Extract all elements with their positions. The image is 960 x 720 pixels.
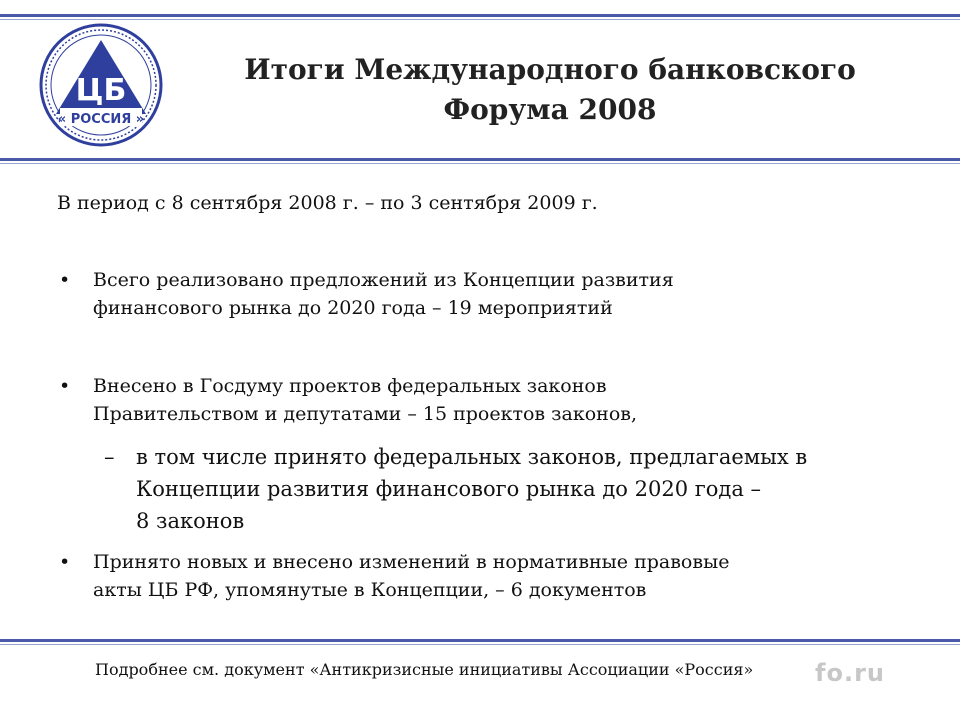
logo bbox=[38, 22, 164, 148]
sub-line: Концепции развития финансового рынка до 2020 года – bbox=[136, 477, 762, 501]
bullet-line: финансового рынка до 2020 года – 19 мероприятий bbox=[93, 297, 613, 319]
footer-note: Подробнее см. документ «Антикризисные инициативы Ассоциации «Россия» bbox=[95, 660, 754, 679]
bullet-item bbox=[59, 372, 923, 428]
period-text: В период с 8 сентября 2008 г. – по 3 сентября 2009 г. bbox=[57, 192, 598, 214]
header-rule-thin bbox=[0, 163, 960, 164]
footer-rule-thin bbox=[0, 644, 960, 645]
watermark: fo.ru bbox=[815, 659, 885, 687]
bullet-item bbox=[59, 266, 923, 322]
sub-line: 8 законов bbox=[136, 509, 245, 533]
bullet-line: Всего реализовано предложений из Концепции развития bbox=[93, 269, 674, 291]
bullet-line: Правительством и депутатами – 15 проектов законов, bbox=[93, 403, 638, 425]
footer-rule bbox=[0, 639, 960, 642]
title-line-2: Форума 2008 bbox=[443, 93, 657, 126]
bullet-glyph: • bbox=[59, 551, 71, 573]
bullet-line: акты ЦБ РФ, упомянутые в Концепции, – 6 документов bbox=[93, 579, 647, 601]
logo-letters: ЦБ bbox=[75, 73, 127, 108]
bullet-item bbox=[59, 548, 923, 604]
logo-caption: « РОССИЯ » bbox=[57, 112, 145, 127]
title-line-1: Итоги Международного банковского bbox=[244, 53, 856, 86]
page-title bbox=[195, 50, 905, 130]
bullet-glyph: • bbox=[59, 375, 71, 397]
sub-item bbox=[104, 441, 936, 537]
bullet-line: Принято новых и внесено изменений в нормативные правовые bbox=[93, 551, 730, 573]
sub-dash: – bbox=[104, 445, 115, 469]
header-rule bbox=[0, 158, 960, 161]
top-rule-thin bbox=[0, 19, 960, 20]
bullet-line: Внесено в Госдуму проектов федеральных законов bbox=[93, 375, 607, 397]
top-rule bbox=[0, 14, 960, 17]
bullet-glyph: • bbox=[59, 269, 71, 291]
sub-line: в том числе принято федеральных законов, предлагаемых в bbox=[136, 445, 808, 469]
